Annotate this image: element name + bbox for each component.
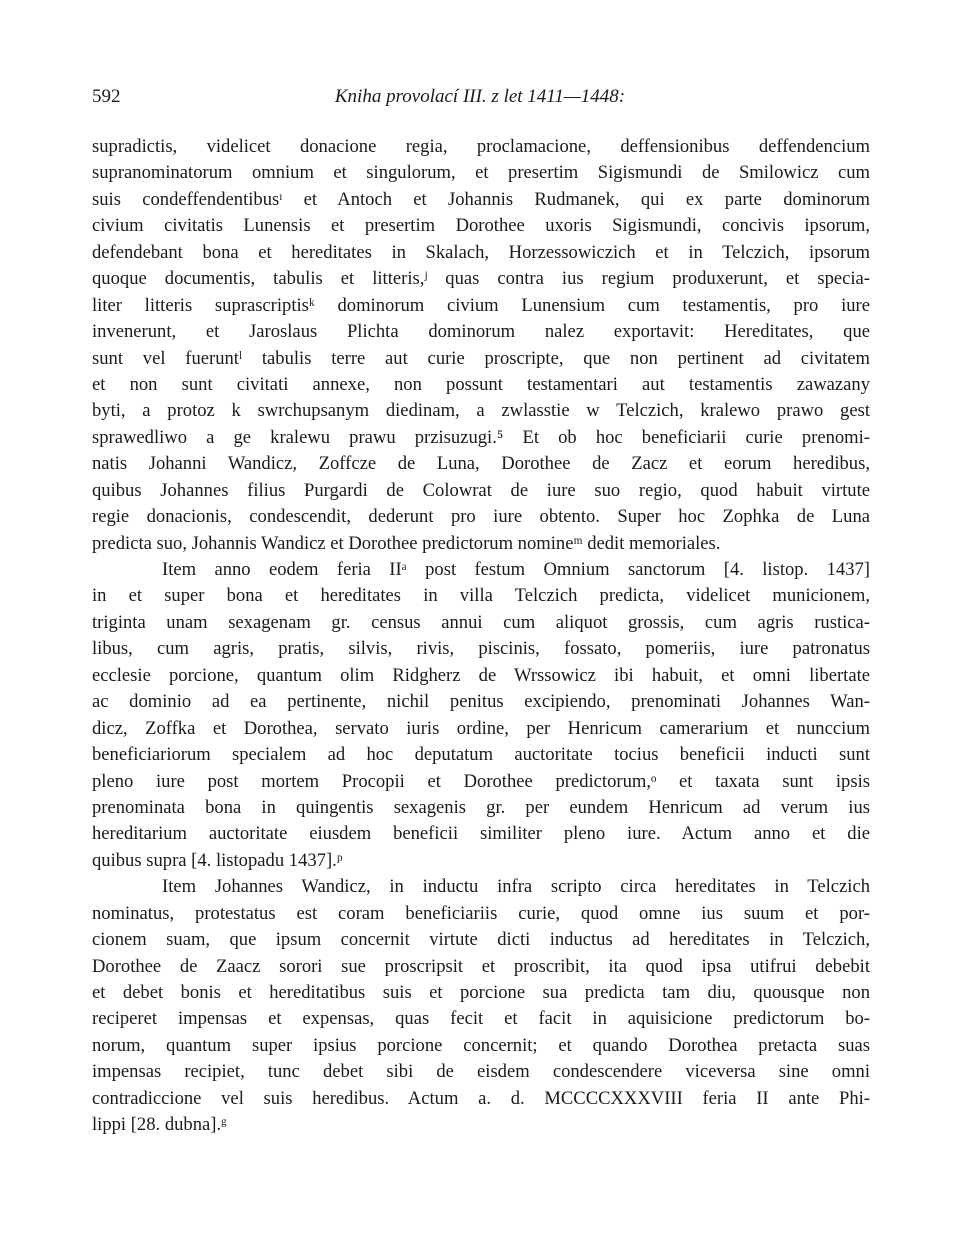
body-text [92,134,870,1139]
text-line: regie donacionis, condescendit, dederunt pro iure obtento. Super hoc Zophka de Luna [92,506,870,528]
text-line: dicz, Zoffka et Dorothea, servato iuris ordine, per Henricum camerarium et nunccium [92,717,870,739]
text-line: pleno iure post mortem Procopii et Dorothee predictorum,ᵒ et taxata sunt ipsis [92,770,870,792]
text-line: ac dominio ad ea pertinente, nichil penitus excipiendo, prenominati Johannes Wan- [92,691,870,713]
text-line: predicta suo, Johannis Wandicz et Dorothee predictorum nomineᵐ dedit memoriales. [92,532,721,554]
text-line: hereditarium auctoritate eiusdem beneficii similiter pleno iure. Actum anno et die [92,823,870,845]
text-line: triginta unam sexagenam gr. census annui cum aliquot grossis, cum agris rustica- [92,611,870,633]
text-line: quoque documentis, tabulis et litteris,ʲ quas contra ius regium produxerunt, et specia- [92,268,870,290]
text-line: cionem suam, que ipsum concernit virtute dicti inductus ad hereditates in Telczich, [92,929,870,951]
text-line: impensas recipiet, tunc debet sibi de eisdem condescendere viceversa sine omni [92,1061,870,1083]
text-line: defendebant bona et hereditates in Skalach, Horzessowiczich et in Telczich, ipsorum [92,241,870,263]
text-line: lippi [28. dubna].ᵍ [92,1114,227,1136]
text-line: sprawedliwo a ge kralewu prawu przisuzugi.⁵ Et ob hoc beneficiarii curie prenomi- [92,426,870,448]
text-line: quibus Johannes filius Purgardi de Colowrat de iure suo regio, quod habuit virtute [92,479,870,501]
page-header [92,86,868,116]
running-title: Kniha provolací III. z let 1411—1448: [334,86,626,107]
page-number: 592 [92,86,121,107]
text-line: supradictis, videlicet donacione regia, proclamacione, deffensionibus deffendencium [92,136,870,157]
text-line: invenerunt, et Jaroslaus Plichta dominorum nalez exportavit: Hereditates, que [92,321,870,343]
text-line: supranominatorum omnium et singulorum, et presertim Sigismundi de Smilowicz cum [92,162,870,184]
text-line: libus, cum agris, pratis, silvis, rivis, piscinis, fossato, pomeriis, iure patronatus [92,638,870,660]
text-line: Item Johannes Wandicz, in inductu infra scripto circa hereditates in Telczich [162,876,870,898]
text-line: contradiccione vel suis heredibus. Actum a. d. MCCCCXXXVIII feria II ante Phi- [92,1087,870,1109]
text-line: et debet bonis et hereditatibus suis et porcione sua predicta tam diu, quousque non [92,982,870,1003]
text-line: reciperet impensas et expensas, quas fecit et facit in aquisicione predictorum bo- [92,1008,870,1030]
text-line: prenominata bona in quingentis sexagenis gr. per eundem Henricum ad verum ius [92,796,870,818]
text-line: Dorothee de Zaacz sorori sue proscripsit et proscribit, ita quod ipsa utifrui debebit [92,955,870,977]
text-line: et non sunt civitati annexe, non possunt testamentari aut testamentis zawazany [92,373,870,395]
text-line: civium civitatis Lunensis et presertim Dorothee uxoris Sigismundi, concivis ipsorum, [92,215,870,237]
text-line: suis condeffendentibusᶦ et Antoch et Johannis Rudmanek, qui ex parte dominorum [92,188,870,210]
text-line: in et super bona et hereditates in villa Telczich predicta, videlicet municionem, [92,585,870,607]
text-line: Item anno eodem feria IIᵃ post festum Omnium sanctorum [4. listop. 1437] [162,559,870,580]
text-line: norum, quantum super ipsius porcione concernit; et quando Dorothea pretacta suas [92,1034,870,1056]
text-line: sunt vel fueruntˡ tabulis terre aut curie proscripte, que non pertinent ad civitatem [92,347,870,369]
text-line: quibus supra [4. listopadu 1437].ᵖ [92,849,343,871]
text-line: natis Johanni Wandicz, Zoffcze de Luna, Dorothee de Zacz et eorum heredibus, [92,453,870,475]
text-line: liter litteris suprascriptisᵏ dominorum civium Lunensium cum testamentis, pro iure [92,294,870,316]
text-line: ecclesie porcione, quantum olim Ridgherz de Wrssowicz ibi habuit, et omni libertate [92,664,870,686]
text-line: byti, a protoz k swrchupsanym diedinam, a zwlasstie w Telczich, kralewo prawo gest [92,400,870,422]
text-line: nominatus, protestatus est coram beneficiariis curie, quod omne ius suum et por- [92,902,870,924]
text-line: beneficiariorum specialem ad hoc deputatum auctoritate tocius beneficii inducti sunt [92,744,870,766]
